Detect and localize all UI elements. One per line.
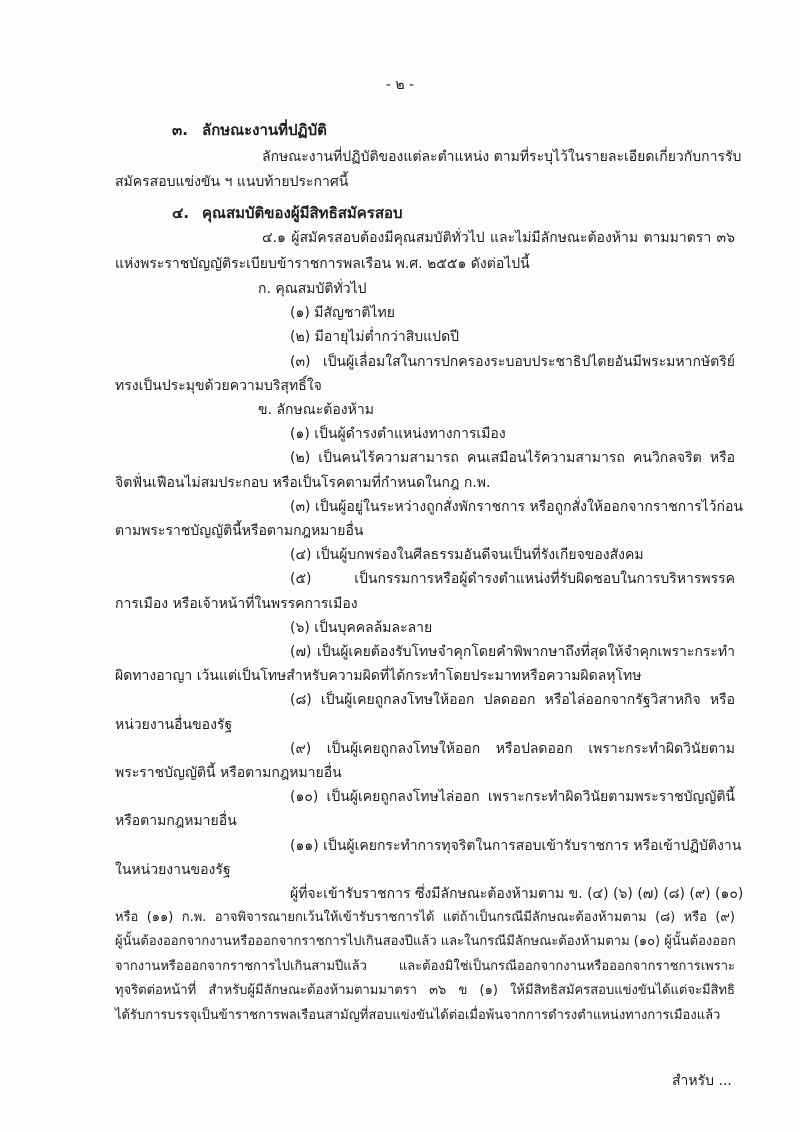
exception-paragraph-line: ผู้ที่จะเข้ารับราชการ ซึ่งมีลักษณะต้องห้ามตาม ข. (๔) (๖) (๗) (๘) (๙) (๑๐)	[290, 886, 744, 902]
prohibited-item: (๑๑) เป็นผู้เคยกระทำการทุจริตในการสอบเข้ารับราชการ หรือเข้าปฏิบัติงาน	[290, 838, 742, 854]
section4-intro-line: แห่งพระราชบัญญัติระเบียบข้าราชการพลเรือน พ.ศ. ๒๕๕๑ ดังต่อไปนี้	[115, 256, 530, 272]
prohibited-item-continuation: ในหน่วยงานของรัฐ	[115, 862, 231, 878]
section3-title: ลักษณะงานที่ปฏิบัติ	[202, 121, 327, 139]
prohibited-item-continuation: พระราชบัญญัตินี้ หรือตามกฎหมายอื่น	[115, 765, 342, 781]
exception-paragraph-line: หรือ (๑๑) ก.พ. อาจพิจารณายกเว้นให้เข้ารับราชการได้ แต่ถ้าเป็นกรณีมีลักษณะต้องห้ามตาม (๘) หรือ (๙)	[115, 910, 735, 925]
prohibited-item-continuation: ตามพระราชบัญญัตินี้หรือตามกฎหมายอื่น	[115, 523, 364, 539]
page-number: - ๒ -	[385, 77, 415, 93]
prohibited-item: (๗) เป็นผู้เคยต้องรับโทษจำคุกโดยคำพิพากษาถึงที่สุดให้จำคุกเพราะกระทำ	[290, 644, 735, 660]
general-qualifications-heading: ก. คุณสมบัติทั่วไป	[258, 281, 367, 297]
section3-line: ลักษณะงานที่ปฏิบัติของแต่ละตำแหน่ง ตามที่ระบุไว้ในรายละเอียดเกี่ยวกับการรับ	[262, 149, 742, 165]
prohibited-item-continuation: ผิดทางอาญา เว้นแต่เป็นโทษสำหรับความผิดที่ได้กระทำโดยประมาทหรือความผิดลหุโทษ	[115, 668, 642, 684]
prohibited-item-continuation: หน่วยงานอื่นของรัฐ	[115, 717, 233, 733]
section4-intro-line: ๔.๑ ผู้สมัครสอบต้องมีคุณสมบัติทั่วไป และไม่มีลักษณะต้องห้าม ตามมาตรา ๓๖	[262, 230, 735, 246]
prohibited-item: (๙) เป็นผู้เคยถูกลงโทษให้ออก หรือปลดออก เพราะกระทำผิดวินัยตาม	[290, 741, 735, 757]
general-item: (๒) มีอายุไม่ต่ำกว่าสิบแปดปี	[290, 329, 460, 345]
prohibited-item-continuation: หรือตามกฎหมายอื่น	[115, 813, 237, 829]
prohibited-item: (๓) เป็นผู้อยู่ในระหว่างถูกสั่งพักราชการ หรือถูกสั่งให้ออกจากราชการไว้ก่อน	[290, 499, 743, 515]
section4-number: ๔.	[172, 204, 190, 222]
prohibited-item-continuation: จิตฟั่นเฟือนไม่สมประกอบ หรือเป็นโรคตามที่กำหนดในกฎ ก.พ.	[115, 475, 491, 491]
prohibited-item: (๕) เป็นกรรมการหรือผู้ดำรงตำแหน่งที่รับผิดชอบในการบริหารพรรค	[290, 571, 735, 587]
exception-paragraph-line: ผู้นั้นต้องออกจากงานหรือออกจากราชการไปเกินสองปีแล้ว และในกรณีมีลักษณะต้องห้ามตาม (๑๐) ผู้นั้นต้องออก	[115, 934, 736, 949]
section3-line: สมัครสอบแข่งขัน ฯ แนบท้ายประกาศนี้	[115, 174, 349, 190]
general-item: (๑) มีสัญชาติไทย	[290, 305, 395, 321]
prohibited-item: (๔) เป็นผู้บกพร่องในศีลธรรมอันดีจนเป็นที่รังเกียจของสังคม	[290, 547, 644, 563]
general-item: (๓) เป็นผู้เลื่อมใสในการปกครองระบอบประชาธิปไตยอันมีพระมหากษัตริย์	[290, 354, 735, 370]
section3-number: ๓.	[172, 121, 188, 139]
prohibited-item: (๑) เป็นผู้ดำรงตำแหน่งทางการเมือง	[290, 426, 506, 442]
general-item-continuation: ทรงเป็นประมุขด้วยความบริสุทธิ์ใจ	[115, 378, 322, 394]
prohibited-item: (๖) เป็นบุคคลล้มละลาย	[290, 620, 433, 636]
prohibited-item: (๒) เป็นคนไร้ความสามารถ คนเสมือนไร้ความสามารถ คนวิกลจริต หรือ	[290, 450, 735, 466]
continuation-marker: สำหรับ ...	[672, 1073, 732, 1089]
exception-paragraph-line: ทุจริตต่อหน้าที่ สำหรับผู้มีลักษณะต้องห้ามตามมาตรา ๓๖ ข (๑) ให้มีสิทธิสมัครสอบแข่งขันได้แต่จะมีสิทธิ	[115, 983, 735, 998]
prohibited-heading: ข. ลักษณะต้องห้าม	[258, 402, 374, 418]
section4-title: คุณสมบัติของผู้มีสิทธิสมัครสอบ	[202, 204, 403, 222]
prohibited-item: (๑๐) เป็นผู้เคยถูกลงโทษไล่ออก เพราะกระทำผิดวินัยตามพระราชบัญญัตินี้	[290, 789, 735, 805]
exception-paragraph-line: จากงานหรือออกจากราชการไปเกินสามปีแล้ว และต้องมิใช่เป็นกรณีออกจากงานหรือออกจากราชการเพราะ	[115, 959, 735, 974]
prohibited-item: (๘) เป็นผู้เคยถูกลงโทษให้ออก ปลดออก หรือไล่ออกจากรัฐวิสาหกิจ หรือ	[290, 692, 735, 708]
prohibited-item-continuation: การเมือง หรือเจ้าหน้าที่ในพรรคการเมือง	[115, 596, 358, 612]
exception-paragraph-line: ได้รับการบรรจุเป็นข้าราชการพลเรือนสามัญที่สอบแข่งขันได้ต่อเมื่อพ้นจากการดำรงตำแหน่งทางการเมืองแล้ว	[115, 1008, 721, 1023]
